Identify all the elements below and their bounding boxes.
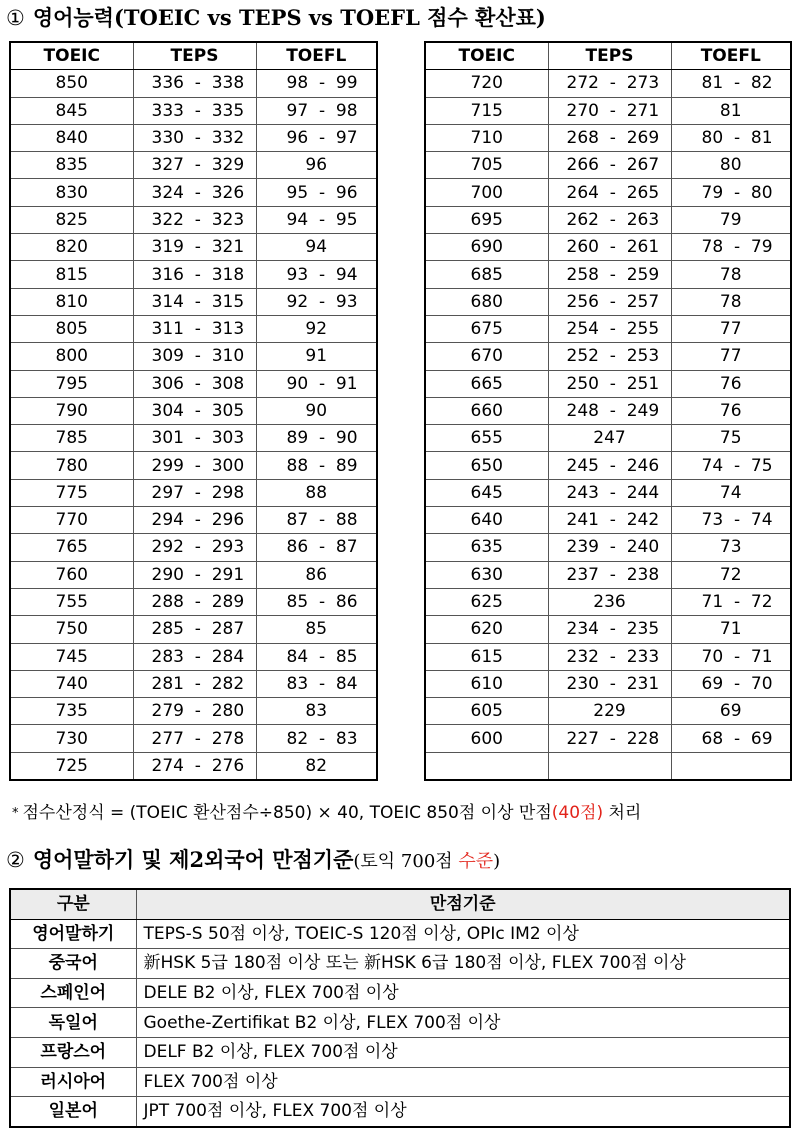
table-row: [10, 397, 377, 424]
toefl-cell: 85 - 86: [256, 588, 377, 615]
toeic-cell: 845: [10, 97, 133, 124]
teps-cell: 279 - 280: [133, 698, 256, 725]
toefl-cell: 76: [671, 397, 791, 424]
table-row: [425, 97, 791, 124]
note-text: 점수산정식 = (TOEIC 환산점수÷850) × 40, TOEIC 850점 이상 만점: [22, 803, 552, 823]
teps-cell: 330 - 332: [133, 124, 256, 151]
toefl-cell: 94: [256, 234, 377, 261]
table-row: [10, 616, 377, 643]
teps-cell: 258 - 259: [548, 261, 671, 288]
table-row: [10, 452, 377, 479]
table-row: [10, 97, 377, 124]
table-row: [425, 370, 791, 397]
toeic-cell: 785: [10, 425, 133, 452]
teps-cell: 292 - 293: [133, 534, 256, 561]
table-row: [425, 288, 791, 315]
note-highlight: (40점): [551, 803, 604, 823]
toeic-cell: 750: [10, 616, 133, 643]
toefl-cell: 92: [256, 315, 377, 342]
teps-cell: 297 - 298: [133, 479, 256, 506]
suffix-open: (토익 700점: [353, 851, 459, 872]
toeic-cell: 720: [425, 70, 548, 97]
table-row: [425, 479, 791, 506]
toefl-cell: 71: [671, 616, 791, 643]
toefl-cell: 70 - 71: [671, 643, 791, 670]
header-teps: TEPS: [133, 42, 256, 70]
toeic-cell: 820: [10, 234, 133, 261]
toeic-cell: 745: [10, 643, 133, 670]
header-toefl: TOEFL: [256, 42, 377, 70]
teps-cell: 314 - 315: [133, 288, 256, 315]
toeic-cell: 600: [425, 725, 548, 752]
toeic-cell: 805: [10, 315, 133, 342]
teps-cell: 245 - 246: [548, 452, 671, 479]
toefl-cell: 92 - 93: [256, 288, 377, 315]
teps-cell: 316 - 318: [133, 261, 256, 288]
criteria-cell: TEPS-S 50점 이상, TOEIC-S 120점 이상, OPIc IM2 이상: [136, 919, 790, 949]
toefl-cell: 89 - 90: [256, 425, 377, 452]
toefl-cell: 87 - 88: [256, 507, 377, 534]
table-row: [10, 643, 377, 670]
table-row: [425, 616, 791, 643]
section1-number: ①: [6, 6, 25, 30]
language-cell: 영어말하기: [10, 919, 136, 949]
table-row: [10, 343, 377, 370]
teps-cell: 268 - 269: [548, 124, 671, 151]
toeic-cell: 715: [425, 97, 548, 124]
teps-cell: 248 - 249: [548, 397, 671, 424]
toefl-cell: 83: [256, 698, 377, 725]
toefl-cell: 73: [671, 534, 791, 561]
toefl-cell: 78: [671, 288, 791, 315]
teps-cell: 304 - 305: [133, 397, 256, 424]
teps-cell: 237 - 238: [548, 561, 671, 588]
teps-cell: 294 - 296: [133, 507, 256, 534]
table-row: [10, 179, 377, 206]
language-standard-table: [9, 888, 791, 1128]
table-row: [425, 234, 791, 261]
toeic-cell: 685: [425, 261, 548, 288]
table-row: [10, 978, 790, 1008]
toefl-cell: 76: [671, 370, 791, 397]
table-row: [425, 670, 791, 697]
table-row: [10, 725, 377, 752]
teps-cell: 299 - 300: [133, 452, 256, 479]
toefl-cell: 80 - 81: [671, 124, 791, 151]
toefl-cell: 82 - 83: [256, 725, 377, 752]
toefl-cell: 95 - 96: [256, 179, 377, 206]
table-row: [10, 1037, 790, 1067]
toeic-cell: 690: [425, 234, 548, 261]
table-row: [425, 315, 791, 342]
teps-cell: 266 - 267: [548, 152, 671, 179]
table-row: [425, 452, 791, 479]
toefl-cell: 93 - 94: [256, 261, 377, 288]
header-criteria: 만점기준: [136, 889, 790, 919]
table-row: [425, 752, 791, 780]
toeic-cell: 650: [425, 452, 548, 479]
table-row: [425, 124, 791, 151]
teps-cell: 301 - 303: [133, 425, 256, 452]
teps-cell: 327 - 329: [133, 152, 256, 179]
toefl-cell: 91: [256, 343, 377, 370]
teps-cell: 283 - 284: [133, 643, 256, 670]
toeic-cell: 815: [10, 261, 133, 288]
table-row: [10, 534, 377, 561]
toeic-cell: 630: [425, 561, 548, 588]
toefl-cell: 77: [671, 343, 791, 370]
table-row: [425, 397, 791, 424]
teps-cell: 234 - 235: [548, 616, 671, 643]
teps-cell: 281 - 282: [133, 670, 256, 697]
toeic-cell: 635: [425, 534, 548, 561]
table-row: [425, 534, 791, 561]
table-row: [425, 70, 791, 97]
section2-title-text: 영어말하기 및 제2외국어 만점기준: [32, 847, 354, 872]
toefl-cell: 73 - 74: [671, 507, 791, 534]
toeic-cell: 740: [10, 670, 133, 697]
toefl-cell: 86: [256, 561, 377, 588]
toeic-cell: 610: [425, 670, 548, 697]
toeic-cell: 830: [10, 179, 133, 206]
toefl-cell: 79: [671, 206, 791, 233]
teps-cell: 272 - 273: [548, 70, 671, 97]
teps-cell: 264 - 265: [548, 179, 671, 206]
toeic-cell: 800: [10, 343, 133, 370]
section2-number: ②: [6, 848, 25, 872]
toeic-cell: 660: [425, 397, 548, 424]
teps-cell: 254 - 255: [548, 315, 671, 342]
header-category: 구분: [10, 889, 136, 919]
table-row: [10, 152, 377, 179]
language-cell: 스페인어: [10, 978, 136, 1008]
language-cell: 일본어: [10, 1097, 136, 1127]
toefl-cell: 96: [256, 152, 377, 179]
criteria-cell: 新HSK 5급 180점 이상 또는 新HSK 6급 180점 이상, FLEX 700점 이상: [136, 949, 790, 979]
toeic-cell: 765: [10, 534, 133, 561]
table-row: [10, 1067, 790, 1097]
toeic-cell: 760: [10, 561, 133, 588]
toeic-cell: 605: [425, 698, 548, 725]
toeic-cell: 730: [10, 725, 133, 752]
teps-cell: 274 - 276: [133, 752, 256, 780]
teps-cell: 270 - 271: [548, 97, 671, 124]
toeic-cell: 615: [425, 643, 548, 670]
toefl-cell: 83 - 84: [256, 670, 377, 697]
table-row: [10, 315, 377, 342]
table-row: [10, 1008, 790, 1038]
table-row: [10, 1097, 790, 1127]
teps-cell: 336 - 338: [133, 70, 256, 97]
teps-cell: 309 - 310: [133, 343, 256, 370]
teps-cell: 229: [548, 698, 671, 725]
table-row: [10, 507, 377, 534]
toeic-cell: 775: [10, 479, 133, 506]
header-teps: TEPS: [548, 42, 671, 70]
table-row: [10, 588, 377, 615]
teps-cell: 239 - 240: [548, 534, 671, 561]
header-toefl: TOEFL: [671, 42, 791, 70]
toefl-cell: 74 - 75: [671, 452, 791, 479]
toeic-cell: 640: [425, 507, 548, 534]
teps-cell: 311 - 313: [133, 315, 256, 342]
toefl-cell: 94 - 95: [256, 206, 377, 233]
table-row: [10, 261, 377, 288]
teps-cell: 227 - 228: [548, 725, 671, 752]
toeic-cell: 810: [10, 288, 133, 315]
table-row: [425, 152, 791, 179]
teps-cell: 333 - 335: [133, 97, 256, 124]
teps-cell: 236: [548, 588, 671, 615]
toeic-cell: 670: [425, 343, 548, 370]
section2-title: [6, 846, 500, 876]
criteria-cell: DELE B2 이상, FLEX 700점 이상: [136, 978, 790, 1008]
table-row: [10, 425, 377, 452]
table-row: [10, 670, 377, 697]
toefl-cell: 80: [671, 152, 791, 179]
toeic-cell: 780: [10, 452, 133, 479]
section1-title-text: 영어능력(TOEIC vs TEPS vs TOEFL 점수 환산표): [32, 5, 546, 30]
criteria-cell: DELF B2 이상, FLEX 700점 이상: [136, 1037, 790, 1067]
toefl-cell: 90 - 91: [256, 370, 377, 397]
toeic-cell: 835: [10, 152, 133, 179]
toeic-cell: 795: [10, 370, 133, 397]
teps-cell: 247: [548, 425, 671, 452]
header-row: [10, 42, 377, 70]
toefl-cell: 86 - 87: [256, 534, 377, 561]
toeic-cell: 790: [10, 397, 133, 424]
toefl-cell: 97 - 98: [256, 97, 377, 124]
teps-cell: 322 - 323: [133, 206, 256, 233]
toefl-cell: 88: [256, 479, 377, 506]
toeic-cell: 625: [425, 588, 548, 615]
teps-cell: 277 - 278: [133, 725, 256, 752]
table-row: [425, 725, 791, 752]
toeic-cell: 735: [10, 698, 133, 725]
score-table-right: [424, 41, 792, 781]
toeic-cell: 825: [10, 206, 133, 233]
toefl-cell: 96 - 97: [256, 124, 377, 151]
toeic-cell: 695: [425, 206, 548, 233]
table-row: [425, 425, 791, 452]
table-row: [425, 643, 791, 670]
teps-cell: 262 - 263: [548, 206, 671, 233]
toefl-cell: 84 - 85: [256, 643, 377, 670]
table-row: [10, 919, 790, 949]
table-row: [10, 698, 377, 725]
suffix-close: ): [493, 851, 501, 872]
toefl-cell: 68 - 69: [671, 725, 791, 752]
toeic-cell: 850: [10, 70, 133, 97]
toeic-cell: 700: [425, 179, 548, 206]
toefl-cell: 78: [671, 261, 791, 288]
table-row: [10, 70, 377, 97]
teps-cell: 260 - 261: [548, 234, 671, 261]
score-formula-note: [12, 798, 641, 823]
toefl-cell: 88 - 89: [256, 452, 377, 479]
suffix-red: 수준: [458, 851, 494, 872]
note-bullet: *: [12, 805, 19, 821]
teps-cell: 256 - 257: [548, 288, 671, 315]
table-row: [10, 288, 377, 315]
toefl-cell: 69: [671, 698, 791, 725]
table-row: [425, 179, 791, 206]
toeic-cell: 620: [425, 616, 548, 643]
table-row: [10, 479, 377, 506]
teps-cell: 232 - 233: [548, 643, 671, 670]
criteria-cell: Goethe-Zertifikat B2 이상, FLEX 700점 이상: [136, 1008, 790, 1038]
teps-cell: 324 - 326: [133, 179, 256, 206]
toefl-cell: 81: [671, 97, 791, 124]
toefl-cell: 69 - 70: [671, 670, 791, 697]
table-row: [10, 234, 377, 261]
criteria-cell: JPT 700점 이상, FLEX 700점 이상: [136, 1097, 790, 1127]
language-cell: 중국어: [10, 949, 136, 979]
table-row: [10, 561, 377, 588]
toeic-cell: 705: [425, 152, 548, 179]
teps-cell: 319 - 321: [133, 234, 256, 261]
toefl-cell: 79 - 80: [671, 179, 791, 206]
toefl-cell: 78 - 79: [671, 234, 791, 261]
teps-cell: 306 - 308: [133, 370, 256, 397]
teps-cell: 243 - 244: [548, 479, 671, 506]
section1-title: [6, 4, 546, 32]
toeic-cell: 710: [425, 124, 548, 151]
toefl-cell: 74: [671, 479, 791, 506]
note-tail: 처리: [603, 803, 642, 823]
teps-cell: 230 - 231: [548, 670, 671, 697]
table-row: [10, 206, 377, 233]
teps-cell: 288 - 289: [133, 588, 256, 615]
table-row: [425, 698, 791, 725]
header-toeic: TOEIC: [425, 42, 548, 70]
table-row: [425, 261, 791, 288]
score-table-left: [9, 41, 378, 781]
table-row: [10, 949, 790, 979]
header-row: [425, 42, 791, 70]
teps-cell: 252 - 253: [548, 343, 671, 370]
toefl-cell: 85: [256, 616, 377, 643]
language-cell: 독일어: [10, 1008, 136, 1038]
toefl-cell: 72: [671, 561, 791, 588]
table-row: [425, 588, 791, 615]
toefl-cell: 81 - 82: [671, 70, 791, 97]
toefl-cell: [671, 752, 791, 780]
header-toeic: TOEIC: [10, 42, 133, 70]
teps-cell: 285 - 287: [133, 616, 256, 643]
table-row: [425, 206, 791, 233]
toefl-cell: 98 - 99: [256, 70, 377, 97]
toefl-cell: 82: [256, 752, 377, 780]
teps-cell: 290 - 291: [133, 561, 256, 588]
toeic-cell: 770: [10, 507, 133, 534]
teps-cell: 250 - 251: [548, 370, 671, 397]
criteria-cell: FLEX 700점 이상: [136, 1067, 790, 1097]
language-cell: 러시아어: [10, 1067, 136, 1097]
language-cell: 프랑스어: [10, 1037, 136, 1067]
toefl-cell: 75: [671, 425, 791, 452]
table-row: [10, 752, 377, 780]
toeic-cell: 645: [425, 479, 548, 506]
table-row: [425, 561, 791, 588]
toeic-cell: [425, 752, 548, 780]
table-row: [425, 507, 791, 534]
table-row: [10, 124, 377, 151]
toeic-cell: 655: [425, 425, 548, 452]
toeic-cell: 755: [10, 588, 133, 615]
teps-cell: 241 - 242: [548, 507, 671, 534]
toeic-cell: 840: [10, 124, 133, 151]
toeic-cell: 675: [425, 315, 548, 342]
toeic-cell: 665: [425, 370, 548, 397]
toefl-cell: 71 - 72: [671, 588, 791, 615]
toefl-cell: 77: [671, 315, 791, 342]
table-row: [425, 343, 791, 370]
toeic-cell: 725: [10, 752, 133, 780]
teps-cell: [548, 752, 671, 780]
section2-title-suffix: [353, 851, 500, 872]
toefl-cell: 90: [256, 397, 377, 424]
table-row: [10, 370, 377, 397]
header-row: [10, 889, 790, 919]
toeic-cell: 680: [425, 288, 548, 315]
